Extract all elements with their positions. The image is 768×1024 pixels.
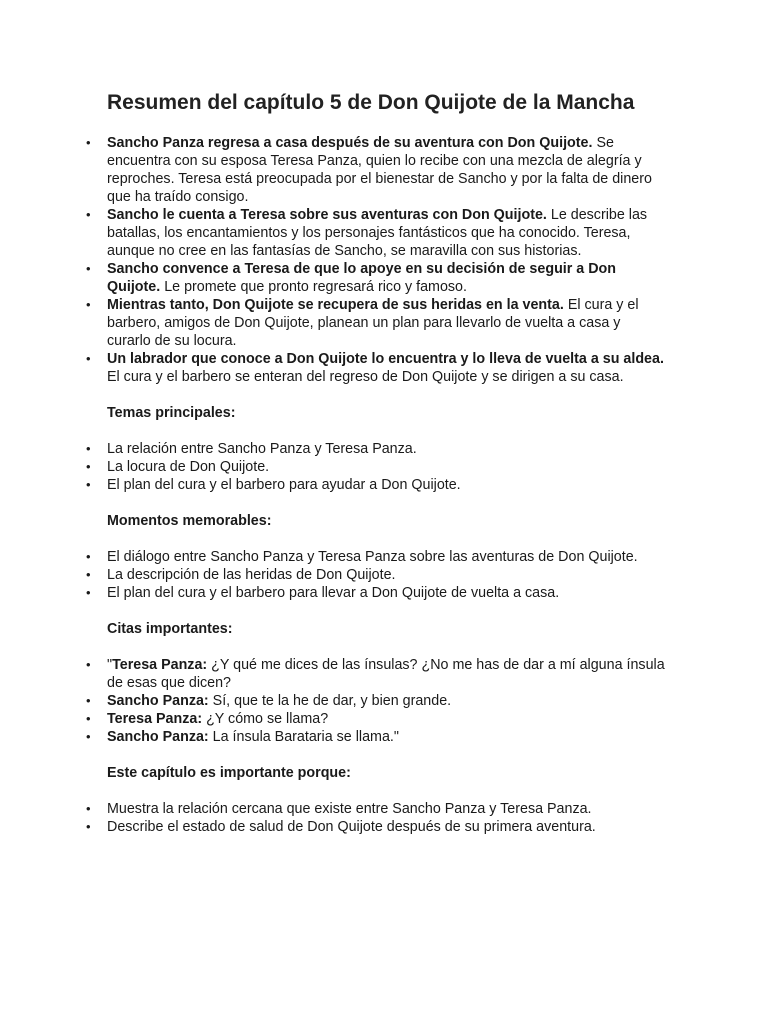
- bullet-icon: •: [86, 351, 91, 366]
- importancia-list: [86, 800, 667, 836]
- item-text: Se encuentra con su esposa Teresa Panza, quien lo recibe con una mezcla de alegría y reproches. Teresa está preocupada por el bienestar de Sancho y por la falta de dinero que ha traído consigo.: [107, 135, 652, 205]
- list-item: [86, 656, 667, 692]
- item-text: El diálogo entre Sancho Panza y Teresa Panza sobre las aventuras de Don Quijote.: [107, 549, 638, 565]
- list-item: [86, 260, 667, 296]
- temas-list: [86, 440, 667, 494]
- bullet-icon: •: [86, 567, 91, 582]
- item-text: Le promete que pronto regresará rico y famoso.: [160, 279, 467, 295]
- section-heading-momentos: Momentos memorables:: [107, 513, 272, 529]
- quote-speaker: Sancho Panza:: [107, 729, 209, 745]
- item-bold-text: Un labrador que conoce a Don Quijote lo encuentra y lo lleva de vuelta a su aldea.: [107, 351, 664, 367]
- bullet-icon: •: [86, 549, 91, 564]
- list-item: [86, 692, 667, 710]
- list-item: [86, 440, 667, 458]
- citas-list: [86, 656, 667, 746]
- list-item: [86, 476, 667, 494]
- bullet-icon: •: [86, 459, 91, 474]
- section-heading-importancia: Este capítulo es importante porque:: [107, 765, 351, 781]
- bullet-icon: •: [86, 657, 91, 672]
- list-item: [86, 566, 667, 584]
- quote-text: ¿Y cómo se llama?: [202, 711, 329, 727]
- section-heading-citas: Citas importantes:: [107, 621, 233, 637]
- quote-text: Sí, que te la he de dar, y bien grande.: [208, 693, 452, 709]
- quote-prefix: ": [107, 657, 113, 673]
- quote-speaker: Teresa Panza:: [112, 657, 208, 673]
- item-bold-text: Mientras tanto, Don Quijote se recupera de sus heridas en la venta.: [107, 297, 564, 313]
- list-item: [86, 818, 667, 836]
- list-item: [86, 458, 667, 476]
- item-bold-text: Sancho Panza regresa a casa después de su aventura con Don Quijote.: [107, 135, 593, 151]
- item-bold-text: Sancho le cuenta a Teresa sobre sus aventuras con Don Quijote.: [107, 207, 547, 223]
- item-text: El cura y el barbero, amigos de Don Quijote, planean un plan para llevarlo de vuelta a casa y curarlo de su locura.: [107, 297, 639, 349]
- bullet-icon: •: [86, 711, 91, 726]
- list-item: [86, 584, 667, 602]
- bullet-icon: •: [86, 261, 91, 276]
- bullet-icon: •: [86, 207, 91, 222]
- bullet-icon: •: [86, 801, 91, 816]
- item-text: Muestra la relación cercana que existe entre Sancho Panza y Teresa Panza.: [107, 801, 592, 817]
- item-text: La relación entre Sancho Panza y Teresa Panza.: [107, 441, 417, 457]
- bullet-icon: •: [86, 135, 91, 150]
- item-bold-text: Sancho convence a Teresa de que lo apoye en su decisión de seguir a Don Quijote.: [107, 261, 617, 295]
- quote-speaker: Sancho Panza:: [107, 693, 209, 709]
- summary-list: [86, 134, 667, 386]
- item-text: El plan del cura y el barbero para llevar a Don Quijote de vuelta a casa.: [107, 585, 560, 601]
- bullet-icon: •: [86, 477, 91, 492]
- quote-text: La ínsula Barataria se llama.": [208, 729, 399, 745]
- item-text: Describe el estado de salud de Don Quijote después de su primera aventura.: [107, 819, 596, 835]
- item-text: El cura y el barbero se enteran del regreso de Don Quijote y se dirigen a su casa.: [107, 369, 624, 385]
- item-text: El plan del cura y el barbero para ayudar a Don Quijote.: [107, 477, 461, 493]
- item-text: La descripción de las heridas de Don Quijote.: [107, 567, 396, 583]
- list-item: [86, 206, 667, 260]
- list-item: [86, 548, 667, 566]
- list-item: [86, 350, 667, 386]
- bullet-icon: •: [86, 729, 91, 744]
- list-item: [86, 710, 667, 728]
- list-item: [86, 800, 667, 818]
- quote-text: ¿Y qué me dices de las ínsulas? ¿No me has de dar a mí alguna ínsula de esas que dicen?: [107, 657, 665, 691]
- bullet-icon: •: [86, 585, 91, 600]
- quote-speaker: Teresa Panza:: [107, 711, 203, 727]
- bullet-icon: •: [86, 819, 91, 834]
- section-heading-temas: Temas principales:: [107, 405, 236, 421]
- bullet-icon: •: [86, 297, 91, 312]
- list-item: [86, 728, 667, 746]
- item-text: La locura de Don Quijote.: [107, 459, 270, 475]
- momentos-list: [86, 548, 667, 602]
- page-title: Resumen del capítulo 5 de Don Quijote de la Mancha: [107, 91, 635, 114]
- document-page: [86, 88, 667, 836]
- list-item: [86, 296, 667, 350]
- bullet-icon: •: [86, 693, 91, 708]
- bullet-icon: •: [86, 441, 91, 456]
- list-item: [86, 134, 667, 206]
- item-text: Le describe las batallas, los encantamientos y los personajes fantásticos que ha conocido. Teresa, aunque no cree en las fantasías de Sancho, se maravilla con sus historias.: [107, 207, 648, 259]
